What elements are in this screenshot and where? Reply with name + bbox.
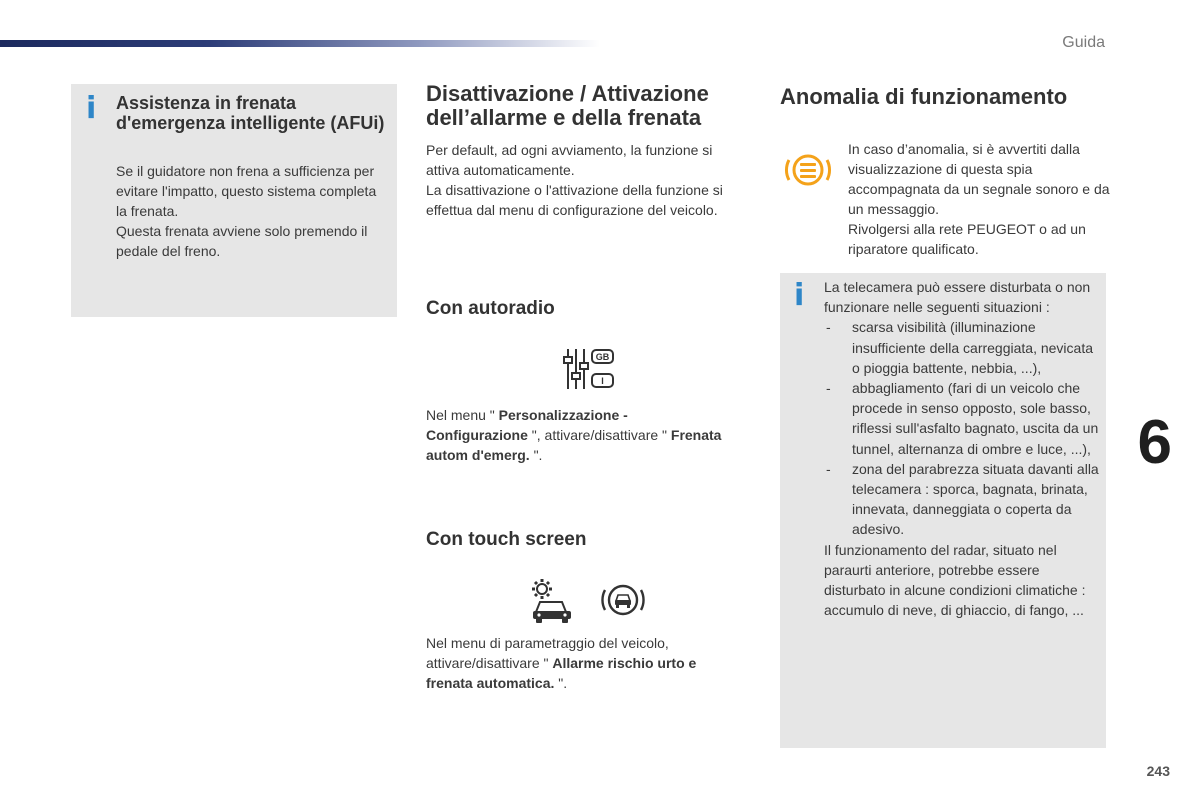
touch-screen-instruction: Nel menu di parametraggio del veicolo, attivare/disattivare " Allarme rischio urto e frenata automatica. ". bbox=[426, 635, 697, 691]
menu-option: Allarme rischio urto e frenata automatica. bbox=[426, 655, 697, 691]
activation-intro bbox=[426, 140, 748, 220]
anomaly-paragraph: Rivolgersi alla rete PEUGEOT o ad un riparatore qualificato. bbox=[848, 221, 1086, 257]
menu-option: Frenata autom d'emerg. bbox=[426, 427, 722, 463]
activation-title: Disattivazione / Attivazione dell’allarme e della frenata bbox=[426, 81, 709, 130]
section-label: Guida bbox=[1062, 34, 1105, 51]
list-item: - abbagliamento (fari di un veicolo che procede in senso opposto, sole basso, riflessi sull'asfalto bagnato, uscita da un tunnel, alternanza di ombre e luce, ...), bbox=[826, 380, 1099, 457]
anomaly-paragraph: In caso d’anomalia, si è avvertiti dalla visualizzazione di questa spia accompagnata da un segnale sonoro e da un messaggio. bbox=[848, 141, 1110, 217]
svg-text:GB: GB bbox=[595, 352, 610, 362]
activation-section bbox=[426, 81, 756, 218]
camera-info-box bbox=[780, 273, 1106, 748]
brake-warning-icon bbox=[784, 148, 832, 197]
vehicle-settings-icon bbox=[530, 578, 650, 626]
list-item: - zona del parabrezza situata davanti alla telecamera : sporca, bagnata, brinata, innevata, danneggiata o coperta da adesivo. bbox=[826, 460, 1099, 538]
page-number: 243 bbox=[1146, 763, 1170, 779]
camera-intro: La telecamera può essere disturbata o non funzionare nelle seguenti situazioni : bbox=[824, 279, 1091, 316]
autoradio-instruction: Nel menu " Personalizzazione - Configurazione ", attivare/disattivare " Frenata autom d'emerg. ". bbox=[426, 407, 722, 463]
info-icon: i bbox=[86, 91, 97, 126]
chapter-number: 6 bbox=[1137, 408, 1172, 477]
anomaly-text bbox=[848, 139, 1110, 259]
settings-sliders-icon bbox=[562, 347, 616, 398]
anomaly-title: Anomalia di funzionamento bbox=[780, 84, 1068, 109]
info-icon: i bbox=[794, 278, 805, 313]
list-item: - scarsa visibilità (illuminazione insufficiente della carreggiata, nevicata o pioggia battente, nebbia, ...), bbox=[826, 319, 1094, 376]
svg-text:I: I bbox=[601, 376, 604, 386]
touch-icons-group bbox=[530, 578, 650, 631]
afui-title: Assistenza in frenata d'emergenza intelligente (AFUi) bbox=[116, 93, 385, 133]
intro-paragraph: La disattivazione o l'attivazione della funzione si effettua dal menu di configurazione del veicolo. bbox=[426, 182, 723, 218]
intro-paragraph: Per default, ad ogni avviamento, la funzione si attiva automaticamente. bbox=[426, 142, 713, 178]
afui-text bbox=[116, 161, 388, 261]
radar-note: Il funzionamento del radar, situato nel paraurti anteriore, potrebbe essere disturbato in alcune condizioni climatiche : accumulo di neve, di ghiaccio, di fango, ... bbox=[824, 541, 1086, 619]
menu-path: Personalizzazione - Configurazione bbox=[426, 407, 628, 443]
afui-info-box bbox=[71, 84, 397, 317]
afui-paragraph: Questa frenata avviene solo premendo il pedale del freno. bbox=[116, 223, 368, 259]
afui-paragraph: Se il guidatore non frena a sufficienza per evitare l'impatto, questo sistema completa la frenata. bbox=[116, 163, 377, 219]
autoradio-heading: Con autoradio bbox=[426, 298, 555, 319]
camera-info-text bbox=[824, 277, 1104, 620]
touch-screen-heading: Con touch screen bbox=[426, 529, 587, 550]
header-gradient-bar bbox=[0, 40, 600, 47]
